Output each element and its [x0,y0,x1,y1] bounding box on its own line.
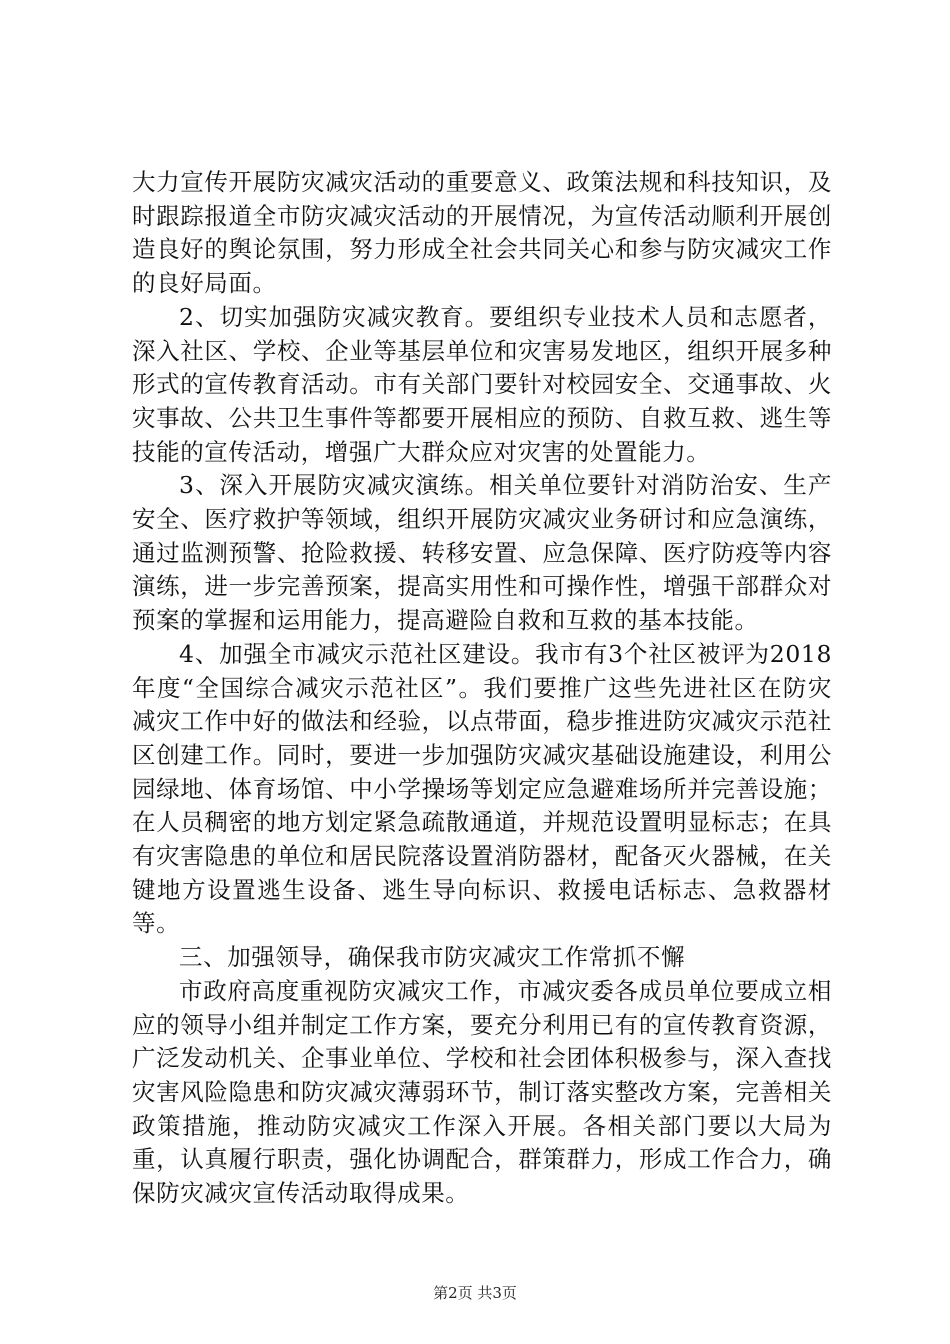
page-footer: 第2页 共3页 [433,1284,517,1302]
paragraph-item-4: 4、加强全市减灾示范社区建设。我市有3个社区被评为2018年度“全国综合减灾示范社区”。我们要推广这些先进社区在防灾减灾工作中好的做法和经验，以点带面，稳步推进防灾减灾示范社区创建工作。同时，要进一步加强防灾减灾基础设施建设，利用公园绿地、体育场馆、中小学操场等划定应急避难场所并完善设施；在人员稠密的地方划定紧急疏散通道，并规范设置明显标志；在具有灾害隐患的单位和居民院落设置消防器材，配备灭火器械，在关键地方设置逃生设备、逃生导向标识、救援电话标志、急救器材等。 [132,639,832,938]
paragraph-section-3-body: 市政府高度重视防灾减灾工作，市减灾委各成员单位要成立相应的领导小组并制定工作方案，要充分利用已有的宣传教育资源，广泛发动机关、企事业单位、学校和社会团体积极参与，深入查找灾害风险隐患和防灾减灾薄弱环节，制订落实整改方案，完善相关政策措施，推动防灾减灾工作深入开展。各相关部门要以大局为重，认真履行职责，强化协调配合，群策群力，形成工作合力，确保防灾减灾宣传活动取得成果。 [132,976,832,1208]
paragraph-continuation: 大力宣传开展防灾减灾活动的重要意义、政策法规和科技知识，及时跟踪报道全市防灾减灾活动的开展情况，为宣传活动顺利开展创造良好的舆论氛围，努力形成全社会共同关心和参与防灾减灾工作的良好局面。 [132,168,832,298]
document-body [132,166,832,1211]
section-heading-3: 三、加强领导，确保我市防灾减灾工作常抓不懈 [179,943,686,972]
paragraph-item-2: 2、切实加强防灾减灾教育。要组织专业技术人员和志愿者，深入社区、学校、企业等基层单位和灾害易发地区，组织开展多种形式的宣传教育活动。市有关部门要针对校园安全、交通事故、火灾事故、公共卫生事件等都要开展相应的预防、自救互救、逃生等技能的宣传活动，增强广大群众应对灾害的处置能力。 [132,302,832,466]
paragraph-item-3: 3、深入开展防灾减灾演练。相关单位要针对消防治安、生产安全、医疗救护等领域，组织开展防灾减灾业务研讨和应急演练，通过监测预警、抢险救援、转移安置、应急保障、医疗防疫等内容演练，进一步完善预案，提高实用性和可操作性，增强干部群众对预案的掌握和运用能力，提高避险自救和互救的基本技能。 [132,471,832,635]
